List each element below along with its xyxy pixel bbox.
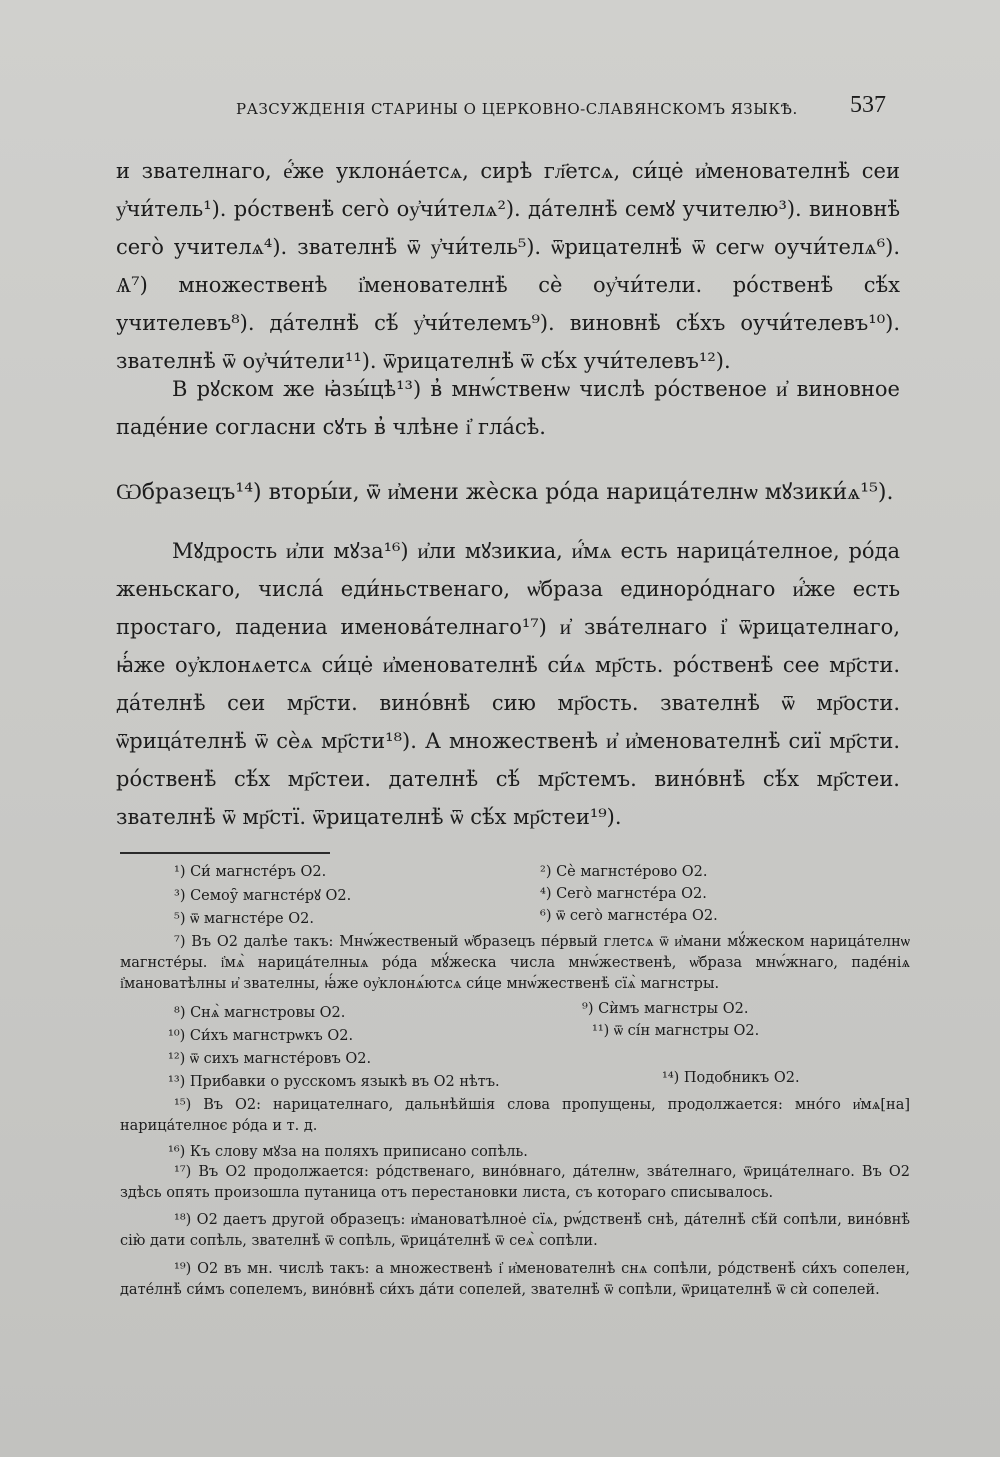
paragraph-2-text: В рꙋском же ꙗ҆зы́цѣ¹³) в̓ мнѡ́ственѡ числѣ ро́ственое и҆ виновное паде́ние согласни сꙋть в̓ члѣне і҆ гла́сѣ. [116,377,900,439]
paragraph-3 [116,532,900,836]
footnote-16: ¹⁶) Къ слову мꙋза на поляхъ приписано сопѣль. [168,1144,528,1160]
footnote-5: ⁵) ѿ магнсте́ре О2. [174,911,314,927]
footnote-4: ⁴) Сего̀ магнсте́ра О2. [540,886,707,902]
footnote-15-text: ¹⁵) Въ О2: нарицателнаго, дальнѣйшія слова пропущены, продолжается: мно́го и҆мѧ[на] нарица́телноє ро́да и т. д. [120,1097,910,1134]
section-heading: Ѡбразецъ¹⁴) вторы́и, ѿ и҆мени жѐска ро́да нарица́телнѡ мꙋзики́ѧ¹⁵). [116,480,894,505]
footnote-11: ¹¹) ѿ сі́н магнстры О2. [592,1023,760,1039]
paragraph-3-text: Мꙋдрость и҆ли мꙋза¹⁶) и҆ли мꙋзикиа, и҆́мѧ есть нарица́телное, ро́да женьскаго, числа́ еди́ньственаго, ѡ҆браза единоро́днаго и҆́же есть простаго, падениа именова́телнаго¹⁷) и҆ зва́телнаго і҆ ѿрицателнаго, ꙗ҆́же оу҆клонѧетсѧ си́це̇ и҆менователнѣ̇ си́ѧ мр҃сть. ро́ственѣ̇ сее мр҃сти. да́телнѣ̇ сеи мр҃сти. вино́внѣ̇ сию мр҃ость. звателнѣ̇ ѿ мр҃ости. ѿрица́телнѣ̇ ѿ сѐѧ мр҃сти¹⁸). А множественѣ и҆ и҆менователнѣ̇ сиї мр҃сти. ро́ственѣ̇ сѣ́х мр҃стеи. дателнѣ̇ сѣ́ мр҃стемъ. вино́внѣ̇ сѣ́х мр҃стеи. звателнѣ̇ ѿ мр҃стї. ѿрицателнѣ̇ ѿ сѣ́х мр҃стеи¹⁹). [116,539,900,829]
footnote-10: ¹⁰) Си́хъ магнстрѡкъ О2. [168,1028,354,1044]
footnote-19-text: ¹⁹) О2 въ мн. числѣ такъ: а множественѣ і҆ и҆менователнѣ снѧ сопѣли, ро́дственѣ̇ си́хъ сопелен, дате́лнѣ̇ си́мъ сопелемъ, вино́внѣ̇ си́хъ да́ти сопелей, звателнѣ̇ ѿ сопѣли, ѿрицателнѣ̇ ѿ сѝ сопелей. [120,1261,910,1298]
footnote-8: ⁸) Снѧ̀ магнстровы О2. [174,1005,346,1021]
footnote-12: ¹²) ѿ сихъ магнсте́ровъ О2. [168,1051,372,1067]
footnote-14: ¹⁴) Подобникъ О2. [662,1070,800,1086]
footnote-13: ¹³) Прибавки о русскомъ языкѣ въ О2 нѣтъ. [168,1074,500,1090]
footnote-2: ²) Сѐ магнсте́рово О2. [540,864,708,880]
footnote-18 [120,1210,910,1252]
footnote-19 [120,1259,910,1301]
paragraph-2 [116,370,900,446]
footnote-divider [120,852,330,854]
paragraph-1-text: и звателнаго, е҆́же уклона́етсѧ, сирѣ гл҃етсѧ, си́це̇ и҆менователнѣ̇ сеи у҆чи́тель¹). ро́ственѣ̇ сего̀ оу҆чи́телѧ²). да́телнѣ̇ семꙋ учителю³). виновнѣ̇ сего̀ учителѧ⁴). звателнѣ̇ ѿ у҆чи́тель⁵). ѿрицателнѣ̇ ѿ сегѡ оучи́телѧ⁶). Ѧ⁷) множественѣ і҆менователнѣ̇ сѐ оу҆чи́тели. ро́ственѣ̇ сѣ́х учителевъ⁸). да́телнѣ̇ сѣ́ у҆чи́телемъ⁹). виновнѣ̇ сѣ́хъ оучи́телевъ¹⁰). звателнѣ̇ ѿ оу҆чи́тели¹¹). ѿрицателнѣ̇ ѿ сѣ́х учи́телевъ¹²). [116,159,900,373]
footnote-7-text: ⁷) Въ О2 далѣе такъ: Мнѡ́жественый ѡ҆бразецъ пе́рвый глетсѧ ѿ и҆мани мꙋ́жеском нарица́телнѡ магнсте́ры. і҆мѧ̀ нарица́телныѧ ро́да мꙋ́жеска числа мнѡ́жественѣ, ѡ҆браза мнѡ́жнаго, паде́ніѧ і҆мановатѣлны и҆ звателны, ꙗ҆́же оу҆клонѧ́ютсѧ си́це мнѡ́жественѣ̇ сїѧ̀ магнстры. [120,934,910,992]
footnote-9: ⁹) Сѝмъ магнстры О2. [582,1001,749,1017]
footnote-17-text: ¹⁷) Въ О2 продолжается: ро́дственаго, вино́внаго, да́телнѡ, зва́телнаго, ѿрица́телнаго. Въ О2 здѣсь опять произошла путаница отъ перестановки листа, съ котораго списывалось. [120,1164,910,1201]
footnote-7 [120,932,910,995]
page-number: 537 [850,92,886,118]
running-title: РАЗСУЖДЕНІЯ СТАРИНЫ О ЦЕРКОВНО-СЛАВЯНСКОМЪ ЯЗЫКѢ. [236,100,798,118]
footnote-3: ³) Семоу̑ магнсте́рꙋ О2. [174,888,352,904]
footnote-15 [120,1095,910,1137]
footnote-18-text: ¹⁸) О2 даетъ другой образецъ: и҆мановатѣлное̇ сїѧ, рѡ́дственѣ̇ снѣ, да́телнѣ̇ сѣ́й сопѣли, вино́внѣ̇ сію̀ дати сопѣль, звателнѣ̇ ѿ сопѣль, ѿрица́телнѣ̇ ѿ сеѧ̀ сопѣли. [120,1212,910,1249]
paragraph-1 [116,152,900,380]
footnote-17 [120,1162,910,1204]
footnote-1: ¹) Си́ магнсте́ръ О2. [174,864,327,880]
footnote-6: ⁶) ѿ сего̀ магнсте́ра О2. [540,908,718,924]
